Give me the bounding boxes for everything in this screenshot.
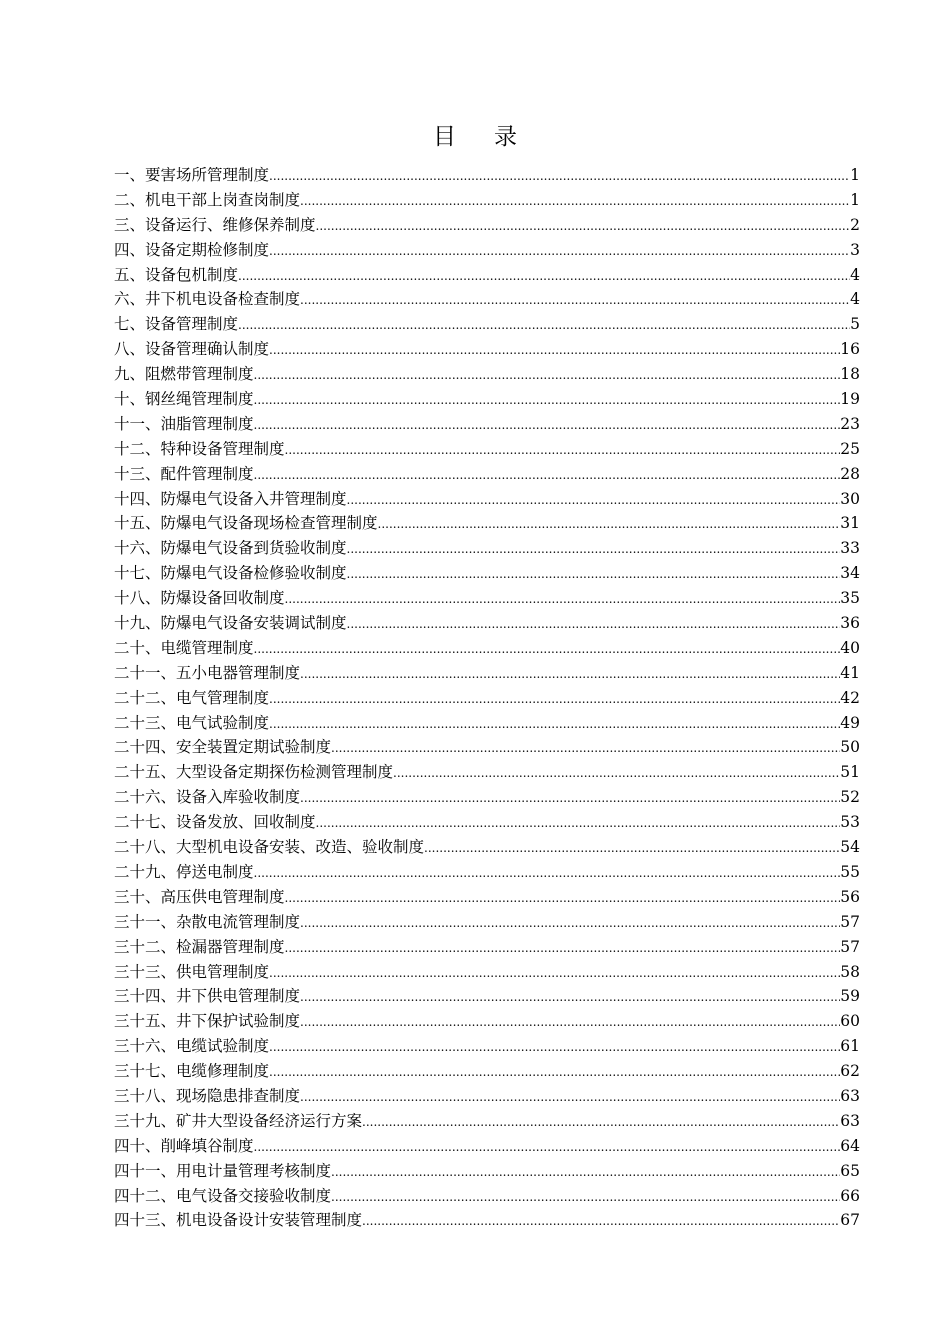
toc-entry-page-number: 33 [840, 539, 860, 558]
toc-entry-page-number: 4 [850, 290, 860, 309]
toc-dot-leader [285, 587, 841, 612]
toc-entry-page-number: 52 [840, 788, 860, 807]
toc-entry-title: 一、要害场所管理制度 [114, 166, 270, 184]
toc-entry[interactable] [114, 213, 860, 238]
toc-entry[interactable] [114, 785, 860, 810]
toc-dot-leader [269, 1060, 840, 1085]
toc-entry-title: 二十八、大型机电设备安装、改造、验收制度 [114, 838, 425, 857]
toc-entry[interactable] [114, 960, 860, 985]
toc-dot-leader [300, 662, 840, 687]
toc-dot-leader [285, 936, 841, 961]
toc-entry[interactable] [114, 1184, 860, 1209]
toc-entry-page-number: 58 [840, 962, 860, 981]
toc-entry-title: 二十、电缆管理制度 [114, 638, 254, 657]
toc-entry-page-number: 49 [840, 713, 860, 732]
toc-dot-leader [347, 562, 841, 587]
toc-entry-title: 十三、配件管理制度 [114, 464, 254, 483]
toc-dot-leader [331, 1185, 840, 1210]
toc-entry[interactable] [114, 1159, 860, 1184]
toc-dot-leader [269, 961, 840, 986]
toc-entry-title: 三十七、电缆修理制度 [114, 1062, 270, 1081]
toc-entry[interactable] [114, 636, 860, 661]
toc-entry-title: 三十二、检漏器管理制度 [114, 937, 285, 956]
toc-entry[interactable] [114, 860, 860, 885]
toc-dot-leader [269, 687, 840, 712]
toc-entry[interactable] [114, 287, 860, 312]
toc-dot-leader [238, 264, 850, 289]
toc-dot-leader [285, 438, 841, 463]
toc-entry-title: 十七、防爆电气设备检修验收制度 [114, 564, 347, 583]
toc-entry[interactable] [114, 835, 860, 860]
toc-dot-leader [347, 612, 841, 637]
toc-entry[interactable] [114, 885, 860, 910]
toc-entry-page-number: 30 [840, 489, 860, 508]
toc-entry[interactable] [114, 188, 860, 213]
toc-entry-title: 二十二、电气管理制度 [114, 688, 270, 707]
toc-entry-page-number: 1 [850, 190, 860, 209]
toc-dot-leader [300, 1085, 840, 1110]
toc-entry-page-number: 5 [850, 315, 860, 334]
toc-entry-page-number: 23 [840, 414, 860, 433]
toc-entry-page-number: 19 [840, 390, 860, 409]
toc-dot-leader [378, 512, 841, 537]
toc-dot-leader [254, 463, 841, 488]
toc-entry[interactable] [114, 362, 860, 387]
toc-entry-title: 二十九、停送电制度 [114, 862, 254, 881]
toc-dot-leader [347, 537, 841, 562]
toc-entry-page-number: 16 [840, 340, 860, 359]
toc-dot-leader [254, 861, 841, 886]
toc-entry[interactable] [114, 810, 860, 835]
toc-entry[interactable] [114, 487, 860, 512]
toc-entry-page-number: 63 [840, 1111, 860, 1130]
toc-entry-page-number: 66 [840, 1186, 860, 1205]
toc-entry-title: 三十五、井下保护试验制度 [114, 1012, 301, 1031]
toc-entry[interactable] [114, 412, 860, 437]
toc-entry-title: 二十七、设备发放、回收制度 [114, 813, 316, 832]
toc-entry[interactable] [114, 735, 860, 760]
toc-entry-page-number: 60 [840, 1012, 860, 1031]
toc-entry-page-number: 31 [840, 514, 860, 533]
toc-dot-leader [300, 911, 840, 936]
toc-dot-leader [285, 886, 841, 911]
toc-entry-title: 十二、特种设备管理制度 [114, 439, 285, 458]
toc-entry[interactable] [114, 437, 860, 462]
toc-entry-page-number: 57 [840, 912, 860, 931]
toc-entry-title: 二十六、设备入库验收制度 [114, 788, 301, 807]
toc-entry-title: 十一、油脂管理制度 [114, 414, 254, 433]
toc-entry-title: 四、设备定期检修制度 [114, 240, 270, 259]
toc-entry[interactable] [114, 238, 860, 263]
toc-entry-title: 二十四、安全装置定期试验制度 [114, 738, 332, 757]
toc-entry[interactable] [114, 611, 860, 636]
toc-entry-title: 四十三、机电设备设计安装管理制度 [114, 1211, 363, 1230]
toc-entry[interactable] [114, 1084, 860, 1109]
toc-entry-page-number: 36 [840, 614, 860, 633]
toc-entry-title: 七、设备管理制度 [114, 315, 239, 334]
toc-entry[interactable] [114, 263, 860, 288]
toc-entry[interactable] [114, 1059, 860, 1084]
toc-entry-page-number: 42 [840, 688, 860, 707]
toc-dot-leader [300, 786, 840, 811]
toc-dot-leader [238, 313, 850, 338]
toc-entry-title: 二十三、电气试验制度 [114, 713, 270, 732]
toc-entry-page-number: 64 [840, 1136, 860, 1155]
toc-entry-page-number: 18 [840, 365, 860, 384]
toc-entry[interactable] [114, 910, 860, 935]
toc-entry-title: 十九、防爆电气设备安装调试制度 [114, 614, 347, 633]
toc-dot-leader [269, 164, 850, 189]
toc-entry-page-number: 1 [850, 166, 860, 184]
toc-entry-page-number: 4 [850, 265, 860, 284]
toc-dot-leader [254, 1135, 841, 1160]
toc-entry-title: 三、设备运行、维修保养制度 [114, 215, 316, 234]
toc-dot-leader [300, 1010, 840, 1035]
toc-dot-leader [316, 214, 851, 239]
toc-entry-page-number: 51 [840, 763, 860, 782]
toc-entry-page-number: 35 [840, 589, 860, 608]
toc-dot-leader [347, 488, 841, 513]
toc-entry[interactable] [114, 387, 860, 412]
toc-title: 目录 [433, 124, 555, 150]
toc-entry-page-number: 59 [840, 987, 860, 1006]
toc-entry-title: 五、设备包机制度 [114, 265, 239, 284]
toc-entry-title: 四十一、用电计量管理考核制度 [114, 1161, 332, 1180]
toc-dot-leader [269, 1035, 840, 1060]
toc-entry-title: 三十一、杂散电流管理制度 [114, 912, 301, 931]
toc-entry-title: 九、阻燃带管理制度 [114, 365, 254, 384]
toc-entry[interactable] [114, 511, 860, 536]
toc-entry-page-number: 61 [840, 1037, 860, 1056]
toc-dot-leader [254, 363, 841, 388]
toc-dot-leader [300, 189, 850, 214]
toc-entry-title: 三十三、供电管理制度 [114, 962, 270, 981]
toc-entry[interactable] [114, 561, 860, 586]
toc-dot-leader [254, 413, 841, 438]
toc-entry-title: 六、井下机电设备检查制度 [114, 290, 301, 309]
toc-entry[interactable] [114, 1034, 860, 1059]
toc-dot-leader [269, 712, 840, 737]
toc-dot-leader [269, 239, 850, 264]
toc-entry[interactable] [114, 536, 860, 561]
toc-entry[interactable] [114, 984, 860, 1009]
toc-entry-page-number: 34 [840, 564, 860, 583]
toc-entry[interactable] [114, 1134, 860, 1159]
toc-entry[interactable] [114, 1208, 860, 1233]
toc-entry[interactable] [114, 1109, 860, 1134]
toc-entry[interactable] [114, 760, 860, 785]
toc-entry-page-number: 3 [850, 240, 860, 259]
toc-entry[interactable] [114, 661, 860, 686]
toc-entry-title: 三十、高压供电管理制度 [114, 887, 285, 906]
toc-entry-page-number: 56 [840, 887, 860, 906]
toc-entry-page-number: 40 [840, 638, 860, 657]
toc-entry[interactable] [114, 711, 860, 736]
toc-entry-page-number: 67 [840, 1211, 860, 1230]
toc-entry-title: 二十五、大型设备定期探伤检测管理制度 [114, 763, 394, 782]
toc-dot-leader [269, 338, 840, 363]
toc-entry-title: 十八、防爆设备回收制度 [114, 589, 285, 608]
toc-dot-leader [300, 288, 850, 313]
toc-entry-title: 十六、防爆电气设备到货验收制度 [114, 539, 347, 558]
toc-entry-page-number: 53 [840, 813, 860, 832]
toc-entry[interactable] [114, 312, 860, 337]
toc-entry[interactable] [114, 935, 860, 960]
toc-entry[interactable] [114, 462, 860, 487]
toc-dot-leader [331, 736, 840, 761]
toc-entry[interactable] [114, 586, 860, 611]
toc-entry-title: 二、机电干部上岗查岗制度 [114, 190, 301, 209]
toc-dot-leader [393, 761, 840, 786]
toc-entry-title: 四十二、电气设备交接验收制度 [114, 1186, 332, 1205]
toc-entry-page-number: 2 [850, 215, 860, 234]
toc-entry-page-number: 55 [840, 862, 860, 881]
toc-entry-page-number: 65 [840, 1161, 860, 1180]
toc-dot-leader [331, 1160, 840, 1185]
toc-entry-title: 三十四、井下供电管理制度 [114, 987, 301, 1006]
toc-dot-leader [254, 637, 841, 662]
toc-entry[interactable] [114, 337, 860, 362]
toc-entry-title: 三十六、电缆试验制度 [114, 1037, 270, 1056]
toc-entry-page-number: 50 [840, 738, 860, 757]
toc-entry[interactable] [114, 1009, 860, 1034]
toc-entry-title: 八、设备管理确认制度 [114, 340, 270, 359]
toc-entry-title: 十、钢丝绳管理制度 [114, 390, 254, 409]
toc-list [114, 163, 860, 1233]
toc-dot-leader [424, 836, 840, 861]
toc-entry[interactable] [114, 163, 860, 188]
toc-dot-leader [362, 1209, 840, 1234]
toc-dot-leader [300, 985, 840, 1010]
toc-entry-page-number: 57 [840, 937, 860, 956]
toc-entry-page-number: 28 [840, 464, 860, 483]
toc-entry-title: 三十九、矿井大型设备经济运行方案 [114, 1111, 363, 1130]
toc-entry-title: 十五、防爆电气设备现场检查管理制度 [114, 514, 378, 533]
toc-entry-title: 二十一、五小电器管理制度 [114, 663, 301, 682]
toc-entry-page-number: 63 [840, 1086, 860, 1105]
toc-entry-page-number: 54 [840, 838, 860, 857]
toc-entry-page-number: 41 [840, 663, 860, 682]
toc-entry-page-number: 25 [840, 439, 860, 458]
toc-entry-page-number: 62 [840, 1062, 860, 1081]
toc-entry-title: 十四、防爆电气设备入井管理制度 [114, 489, 347, 508]
toc-entry-title: 四十、削峰填谷制度 [114, 1136, 254, 1155]
toc-dot-leader [316, 811, 841, 836]
toc-entry-title: 三十八、现场隐患排查制度 [114, 1086, 301, 1105]
toc-entry[interactable] [114, 686, 860, 711]
toc-dot-leader [362, 1110, 840, 1135]
toc-dot-leader [254, 388, 841, 413]
